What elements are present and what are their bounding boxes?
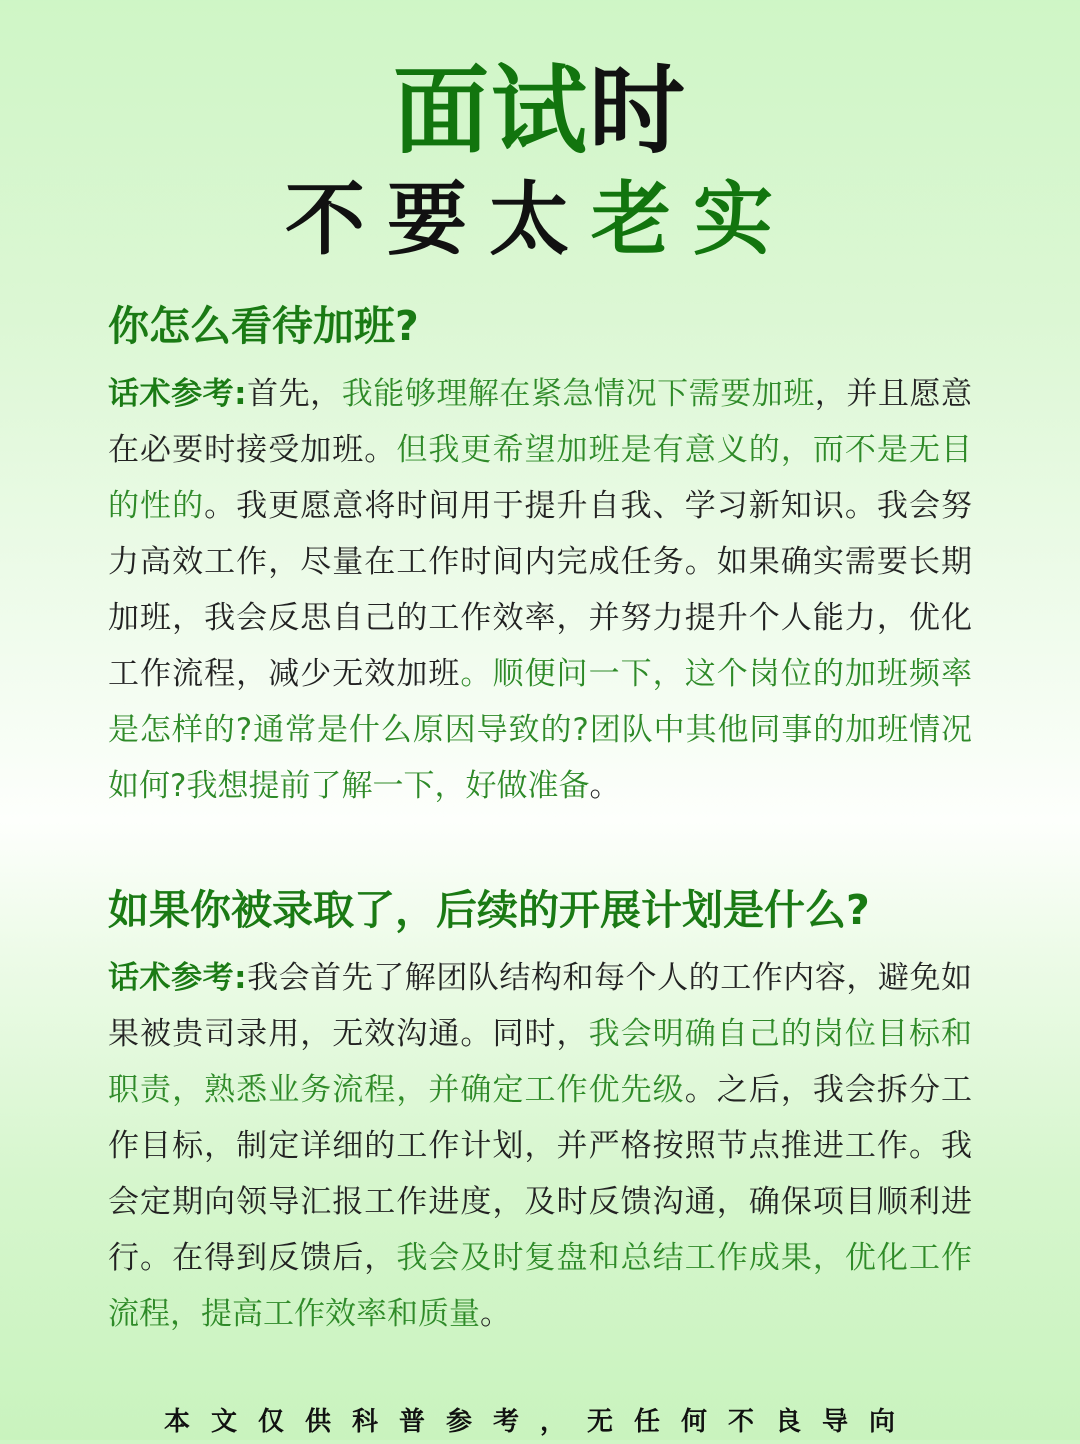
- title-line-2: [0, 170, 1080, 270]
- question-2-heading: 如果你被录取了，后续的开展计划是什么?: [108, 886, 870, 934]
- answer-2-segment: 我会首先了解团队结构和每个人的工作内容，避免如果被贵司录用，无效沟通。同时，: [108, 960, 972, 1052]
- answer-1-segment: 首先，: [246, 376, 342, 412]
- question-1-heading: 你怎么看待加班?: [108, 302, 419, 350]
- answer-1-paragraph: [108, 366, 972, 814]
- title-line-1: [0, 56, 1080, 166]
- disclaimer-footer: 本文仅供科普参考，无任何不良导向: [163, 1407, 916, 1437]
- answer-2-segment: 。: [480, 1296, 511, 1332]
- answer-1-highlight: 。顺便问一下，这个岗位的加班频率是怎样的?通常是什么原因导致的?团队中其他同事的加班情况如何?我想提前了解一下，好做准备: [108, 656, 972, 804]
- title-accent: 面试: [393, 55, 589, 167]
- answer-2-label: 话术参考:: [108, 960, 247, 996]
- answer-1-highlight: 但我更希望加班是有意义的，而不是无目的性的: [108, 432, 973, 524]
- answer-1-segment: ，并且愿意在必要时接受加班。: [108, 376, 973, 468]
- answer-1-segment: 。我更愿意将时间用于提升自我、学习新知识。我会努力高效工作，尽量在工作时间内完成任务。如果确实需要长期加班，我会反思自己的工作效率，并努力提升个人能力，优化工作流程，减少无效加班: [108, 488, 973, 692]
- answer-2-highlight: 我会明确自己的岗位目标和职责，熟悉业务流程，并确定工作优先级: [108, 1016, 973, 1108]
- answer-1-highlight: 我能够理解在紧急情况下需要加班: [341, 376, 815, 412]
- title-dark: 不要太: [285, 173, 591, 266]
- answer-2-segment: 。之后，我会拆分工作目标，制定详细的工作计划，并严格按照节点推进工作。我会定期向领导汇报工作进度，及时反馈沟通，确保项目顺利进行。在得到反馈后，: [108, 1072, 973, 1276]
- answer-1-segment: 。: [589, 768, 621, 804]
- title-accent: 老实: [591, 173, 795, 266]
- answer-2-highlight: 我会及时复盘和总结工作成果，优化工作流程，提高工作效率和质量: [108, 1240, 973, 1332]
- title-dark: 时: [589, 55, 687, 167]
- answer-2-paragraph: [108, 950, 972, 1342]
- answer-1-label: 话术参考:: [108, 376, 247, 412]
